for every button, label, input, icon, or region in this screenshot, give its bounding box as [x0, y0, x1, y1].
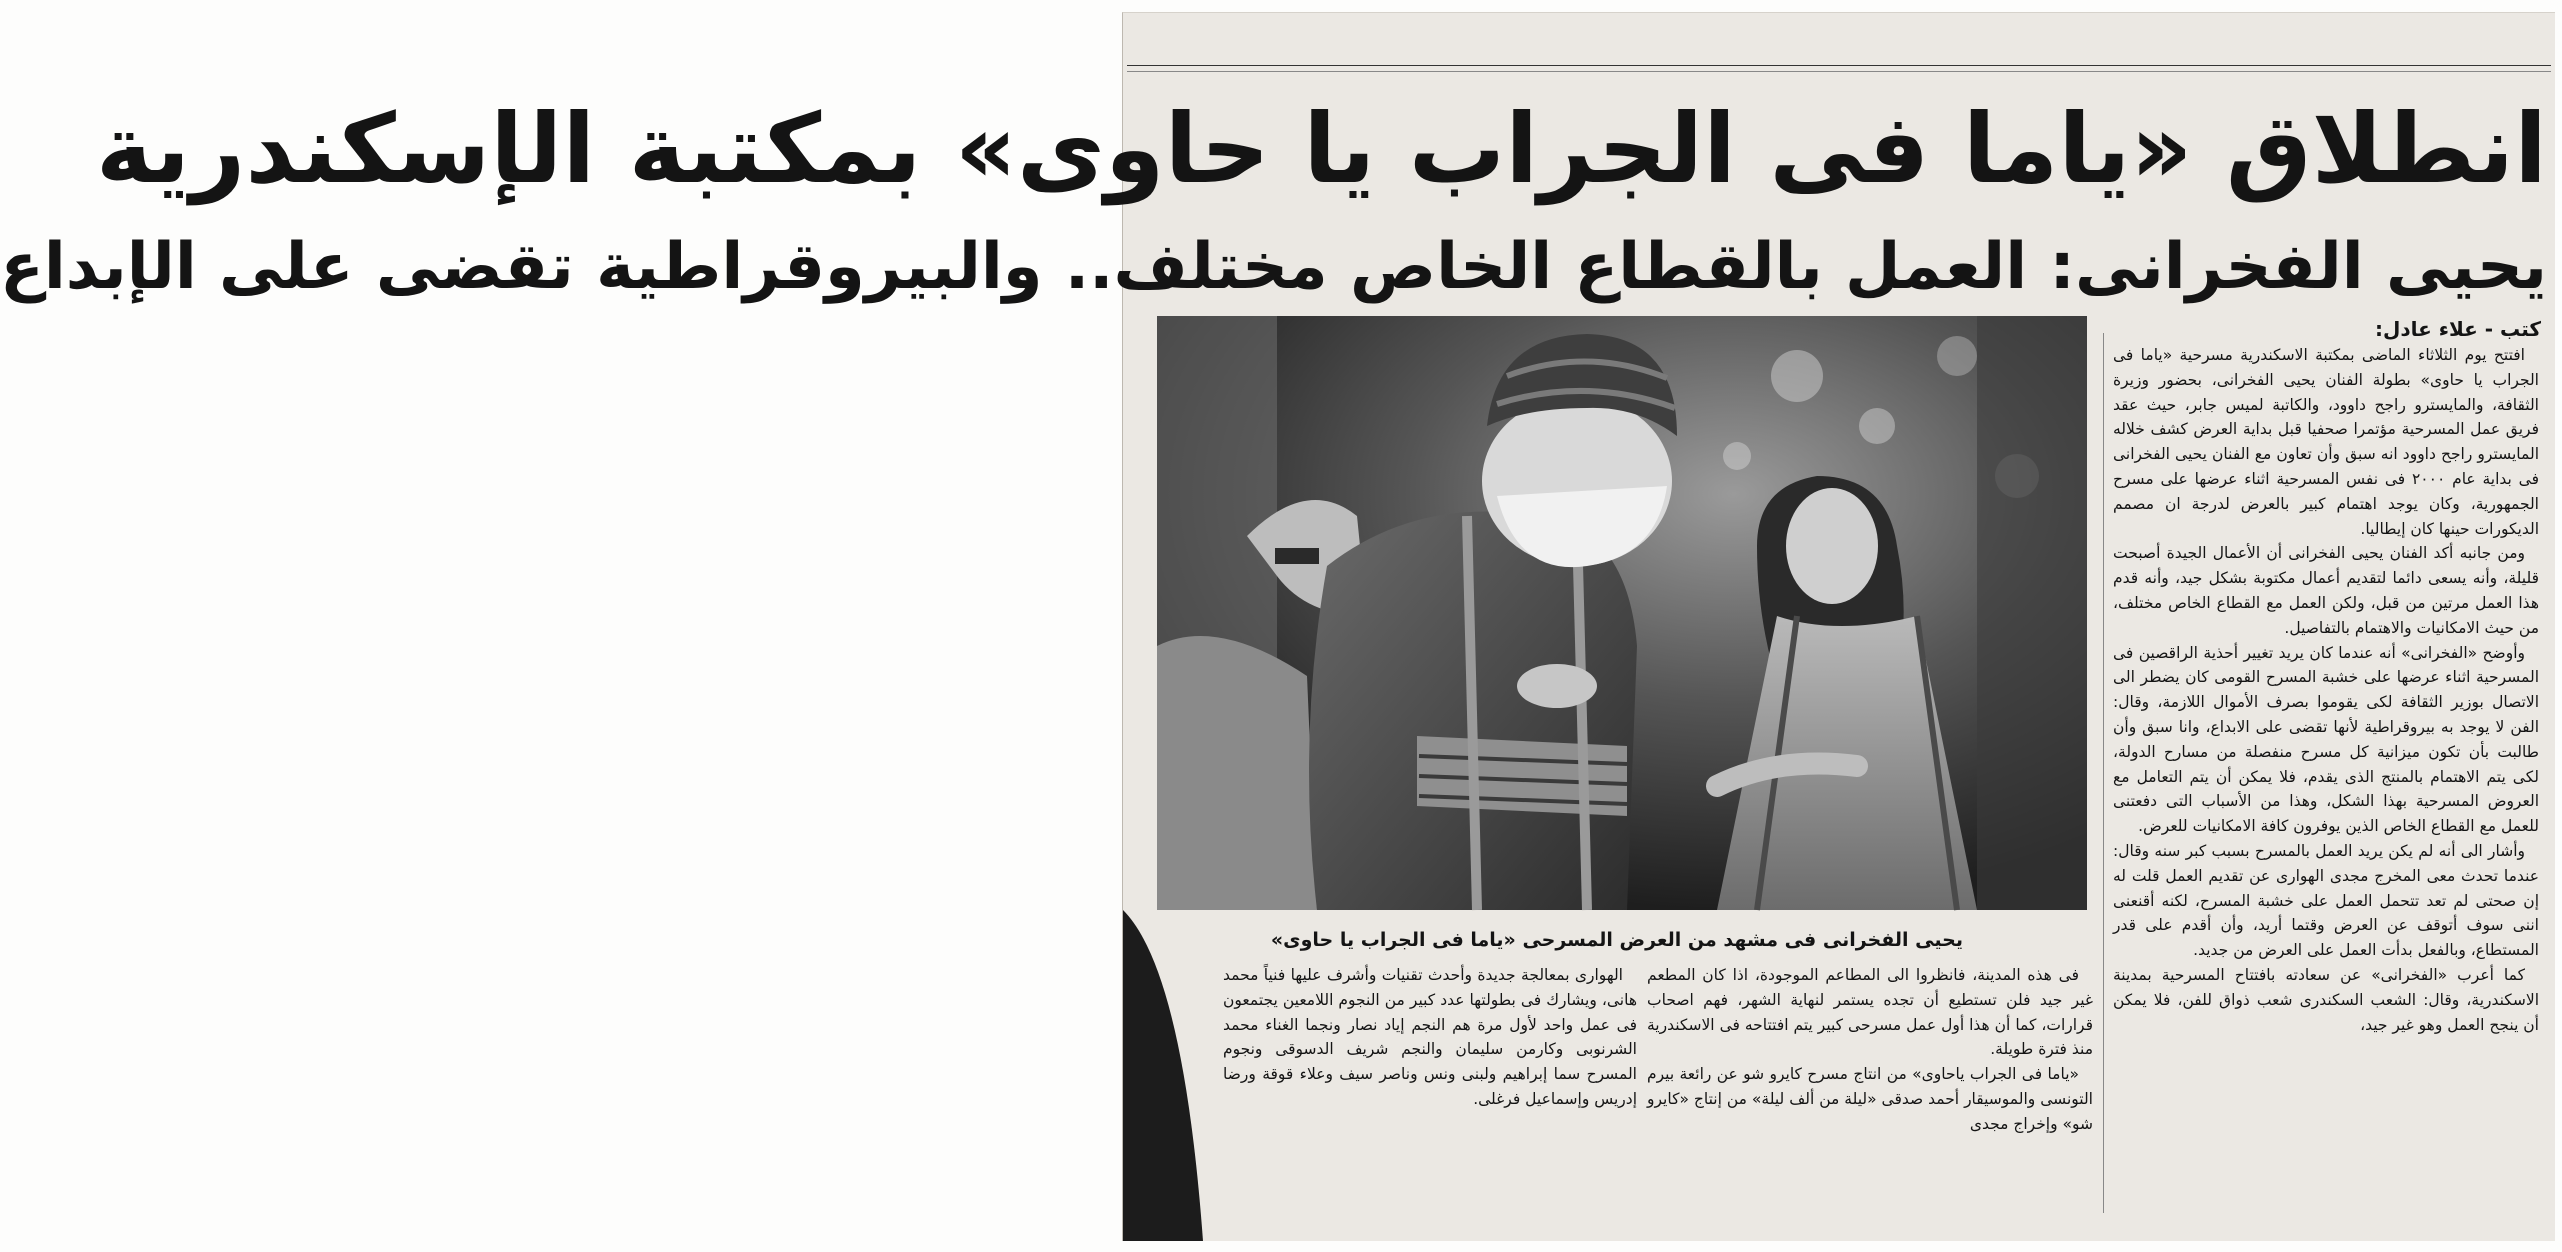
column-divider [2103, 333, 2104, 1213]
article-column-middle [1647, 963, 2093, 1183]
paragraph: افتتح يوم الثلاثاء الماضى بمكتبة الاسكندرية مسرحية «ياما فى الجراب يا حاوى» بطولة الفنان يحيى الفخرانى، بحضور وزيرة الثقافة، والمايسترو راجح داوود، والكاتبة لميس جابر، حيث عقد فريق عمل المسرحية مؤتمرا صحفيا قبل بداية العرض كشف خلاله المايسترو راجح داوود انه سبق وأن تعاون مع الفنان يحيى الفخرانى فى بداية عام ٢٠٠٠ فى نفس المسرحية اثناء عرضها على مسرح الجمهورية، وكان يوجد اهتمام كبير بالعرض لدرجة ان مصمم الديكورات حينها كان إيطاليا. [2113, 346, 2540, 538]
newspaper-clipping [0, 12, 2555, 1241]
top-rule [1127, 65, 2551, 66]
byline: كتب - علاء عادل: [2374, 317, 2541, 341]
article-column-right [2113, 343, 2539, 1235]
top-rule-thin [1127, 71, 2551, 72]
subheadline: يحيى الفخرانى: العمل بالقطاع الخاص مختلف.. والبيروقراطية تقضى على الإبداع [0, 230, 2547, 304]
paragraph: الهوارى بمعالجة جديدة وأحدث تقنيات وأشرف عليها فنياً محمد هانى، ويشارك فى بطولتها عدد كبير من النجوم اللامعين يجتمعون فى عمل واحد لأول مرة هم النجم إياد نصار ونجما الغناء محمد الشرنوبى وكارمن سليمان والنجم شريف الدسوقى ونجوم المسرح سما إبراهيم ولبنى ونس وناصر سيف وعلاء قوقة ورضا إدريس وإسماعيل فرغلى. [1223, 966, 1637, 1108]
paragraph: وأوضح «الفخرانى» أنه عندما كان يريد تغيير أحذية الراقصين فى المسرحية اثناء عرضها على خشبة المسرح القومى كان يضطر الى الاتصال بوزير الثقافة لكى يقوموا بصرف الأموال اللازمة، وقال: الفن لا يوجد به بيروقراطية لأنها تقضى على الابداع، وانا سبق وأن طالبت بأن تكون ميزانية كل مسرح منفصلة من مسارح الدولة، لكى يتم الاهتمام بالمنتج الذى يقدم، فلا يمكن أن يتم التعامل مع العروض المسرحية بهذا الشكل، وهذا من الأسباب التى دفعتنى للعمل مع القطاع الخاص الذين يوفرون كافة الامكانيات للعرض. [2113, 643, 2539, 836]
paragraph: وأشار الى أنه لم يكن يريد العمل بالمسرح بسبب كبر سنه وقال: عندما تحدث معى المخرج مجدى الهوارى عن تقديم العمل قلت له إن صحتى لم تعد تتحمل العمل على خشبة المسرح، لكنه أقنعنى اننى سوف أتوقف عن العرض وقتما أريد، وأن أقدم على قدر المستطاع، وبالفعل بدأت العمل على العرض من جديد. [2113, 841, 2539, 960]
left-edge-photo-fragment [1123, 910, 1219, 1241]
photo-caption: يحيى الفخرانى فى مشهد من العرض المسرحى «ياما فى الجراب يا حاوى» [1270, 929, 1963, 951]
paragraph: كما أعرب «الفخرانى» عن سعادته بافتتاح المسرحية بمدينة الاسكندرية، وقال: الشعب السكندرى شعب ذواق للفن، فلا يمكن أن ينجح العمل وهو غير جيد، [2113, 965, 2539, 1034]
paragraph: «ياما فى الجراب ياحاوى» من انتاج مسرح كايرو شو عن رائعة بيرم التونسى والموسيقار أحمد صدقى «ليلة من ألف ليلة» من إنتاج «كايرو شو» وإخراج مجدى [1647, 1065, 2093, 1133]
paragraph: ومن جانبه أكد الفنان يحيى الفخرانى أن الأعمال الجيدة أصبحت قليلة، وأنه يسعى دائما لتقديم أعمال مكتوبة بشكل جيد، وأنه قدم هذا العمل مرتين من قبل، ولكن العمل مع القطاع الخاص مختلف، من حيث الامكانيات والاهتمام بالتفاصيل. [2113, 544, 2539, 637]
article-column-left [1223, 963, 1637, 1183]
paragraph: فى هذه المدينة، فانظروا الى المطاعم الموجودة، اذا كان المطعم غير جيد فلن تستطيع أن تجده يستمر لنهاية الشهر، فهم اصحاب قرارات، كما أن هذا أول عمل مسرحى كبير يتم افتتاحه فى الاسكندرية منذ فترة طويلة. [1647, 966, 2093, 1059]
article-photo [1157, 316, 2087, 910]
headline: انطلاق «ياما فى الجراب يا حاوى» بمكتبة الإسكندرية [95, 93, 2547, 205]
